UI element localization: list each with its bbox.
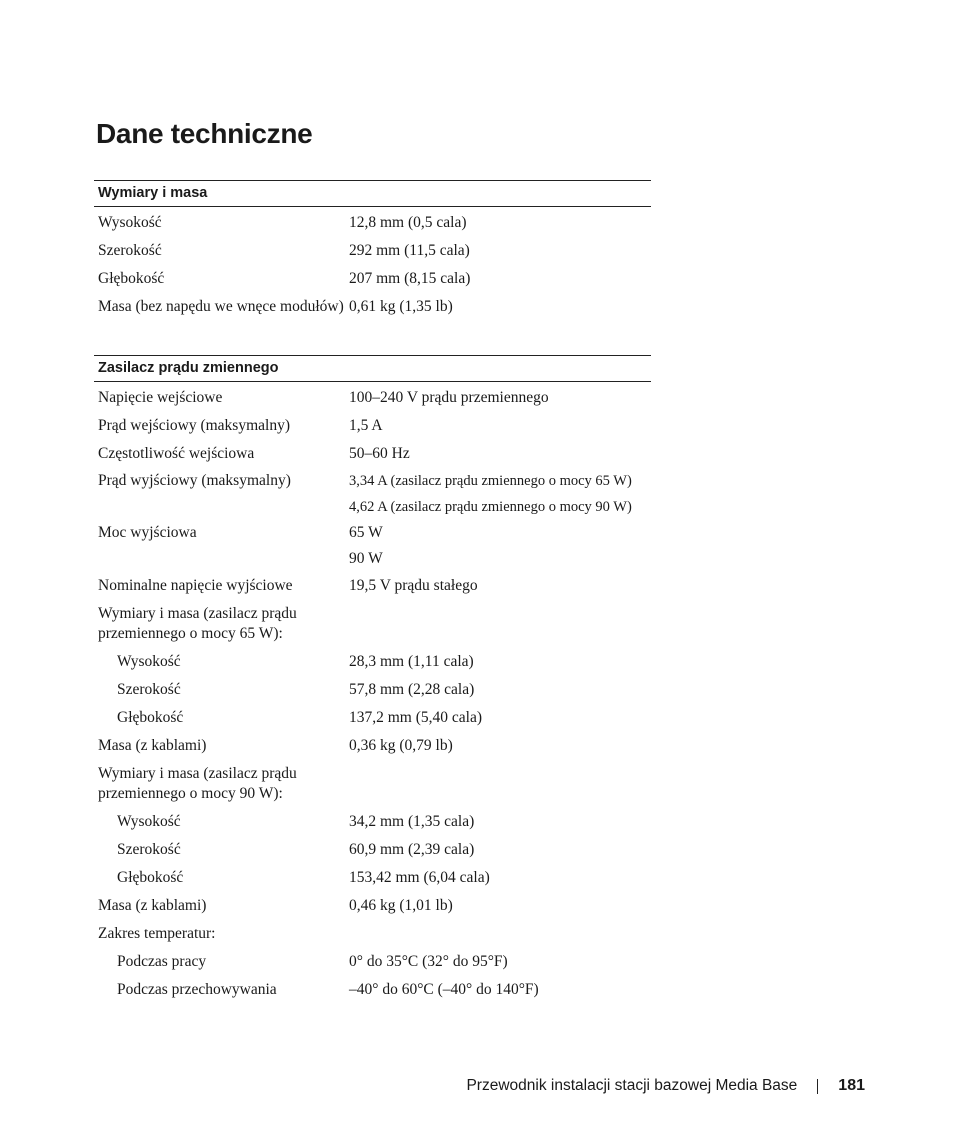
footer-separator [817,1079,818,1094]
spec-row [94,546,651,572]
spec-label [94,497,349,517]
spec-label: Wysokość [117,653,181,670]
spec-label: Częstotliwość wejściowa [98,445,255,462]
spec-label [94,549,349,569]
spec-label: Prąd wejściowy (maksymalny) [98,417,290,434]
spec-value: 60,9 mm (2,39 cala) [349,841,475,858]
page-number: 181 [838,1077,865,1094]
spec-value: 50–60 Hz [349,445,410,462]
spec-row [94,237,651,265]
spec-value [349,924,651,944]
spec-row [94,384,651,412]
spec-value: 0,46 kg (1,01 lb) [349,897,453,914]
spec-label: Masa (bez napędu we wnęce modułów) [98,298,344,315]
spec-row [94,494,651,520]
spec-value [349,604,651,644]
spec-label: Szerokość [117,681,181,698]
spec-value: 153,42 mm (6,04 cala) [349,869,490,886]
spec-value: 90 W [349,550,383,567]
spec-row [94,648,651,676]
spec-value: 57,8 mm (2,28 cala) [349,681,475,698]
spec-value [349,764,651,804]
spec-label: Podczas przechowywania [117,981,277,998]
spec-row [94,412,651,440]
spec-label: Moc wyjściowa [98,524,197,541]
section-heading: Zasilacz prądu zmiennego [94,355,651,382]
spec-label: Głębokość [98,270,165,287]
spec-label: Prąd wyjściowy (maksymalny) [98,472,291,489]
spec-label: Podczas pracy [117,953,207,970]
spec-label: Głębokość [117,709,184,726]
spec-row [94,520,651,546]
section-heading: Wymiary i masa [94,180,651,207]
spec-value: 0,61 kg (1,35 lb) [349,298,453,315]
spec-label: Napięcie wejściowe [98,389,223,406]
spec-value: 19,5 V prądu stałego [349,577,478,594]
spec-value: 4,62 A (zasilacz prądu zmiennego o mocy 90 W) [349,499,632,515]
page-title: Dane techniczne [96,118,313,149]
spec-value: 12,8 mm (0,5 cala) [349,214,467,231]
spec-value: 100–240 V prądu przemiennego [349,389,549,406]
spec-group-row [94,920,651,948]
spec-value: –40° do 60°C (–40° do 140°F) [349,981,539,998]
spec-label: Głębokość [117,869,184,886]
spec-value: 0,36 kg (0,79 lb) [349,737,453,754]
spec-row [94,892,651,920]
spec-label: Zakres temperatur: [98,925,216,942]
spec-row [94,265,651,293]
page-footer [466,1077,865,1095]
spec-label: Masa (z kablami) [98,737,207,754]
spec-label: Masa (z kablami) [98,897,207,914]
dimensions-section [94,180,651,321]
spec-row [94,976,651,1004]
spec-row [94,293,651,321]
spec-label: Wysokość [98,214,162,231]
spec-row [94,209,651,237]
spec-row [94,676,651,704]
spec-label: Wymiary i masa (zasilacz prądu przemiennego o mocy 90 W): [98,765,297,802]
spec-row [94,948,651,976]
footer-text: Przewodnik instalacji stacji bazowej Media Base [466,1077,798,1094]
spec-row [94,836,651,864]
spec-row [94,440,651,468]
spec-row [94,808,651,836]
spec-group-row [94,600,651,648]
spec-value: 3,34 A (zasilacz prądu zmiennego o mocy 65 W) [349,473,632,489]
spec-value: 65 W [349,524,383,541]
spec-row [94,732,651,760]
ac-adapter-section [94,355,651,1004]
spec-row [94,572,651,600]
spec-label: Wysokość [117,813,181,830]
spec-value: 0° do 35°C (32° do 95°F) [349,953,508,970]
spec-value: 34,2 mm (1,35 cala) [349,813,475,830]
spec-row [94,704,651,732]
spec-label: Wymiary i masa (zasilacz prądu przemiennego o mocy 65 W): [98,605,297,642]
spec-row [94,468,651,494]
spec-group-row [94,760,651,808]
spec-label: Nominalne napięcie wyjściowe [98,577,293,594]
spec-value: 137,2 mm (5,40 cala) [349,709,483,726]
spec-row [94,864,651,892]
spec-value: 292 mm (11,5 cala) [349,242,470,259]
spec-value: 28,3 mm (1,11 cala) [349,653,474,670]
spec-label: Szerokość [98,242,162,259]
spec-label: Szerokość [117,841,181,858]
spec-value: 207 mm (8,15 cala) [349,270,471,287]
spec-value: 1,5 A [349,417,383,434]
